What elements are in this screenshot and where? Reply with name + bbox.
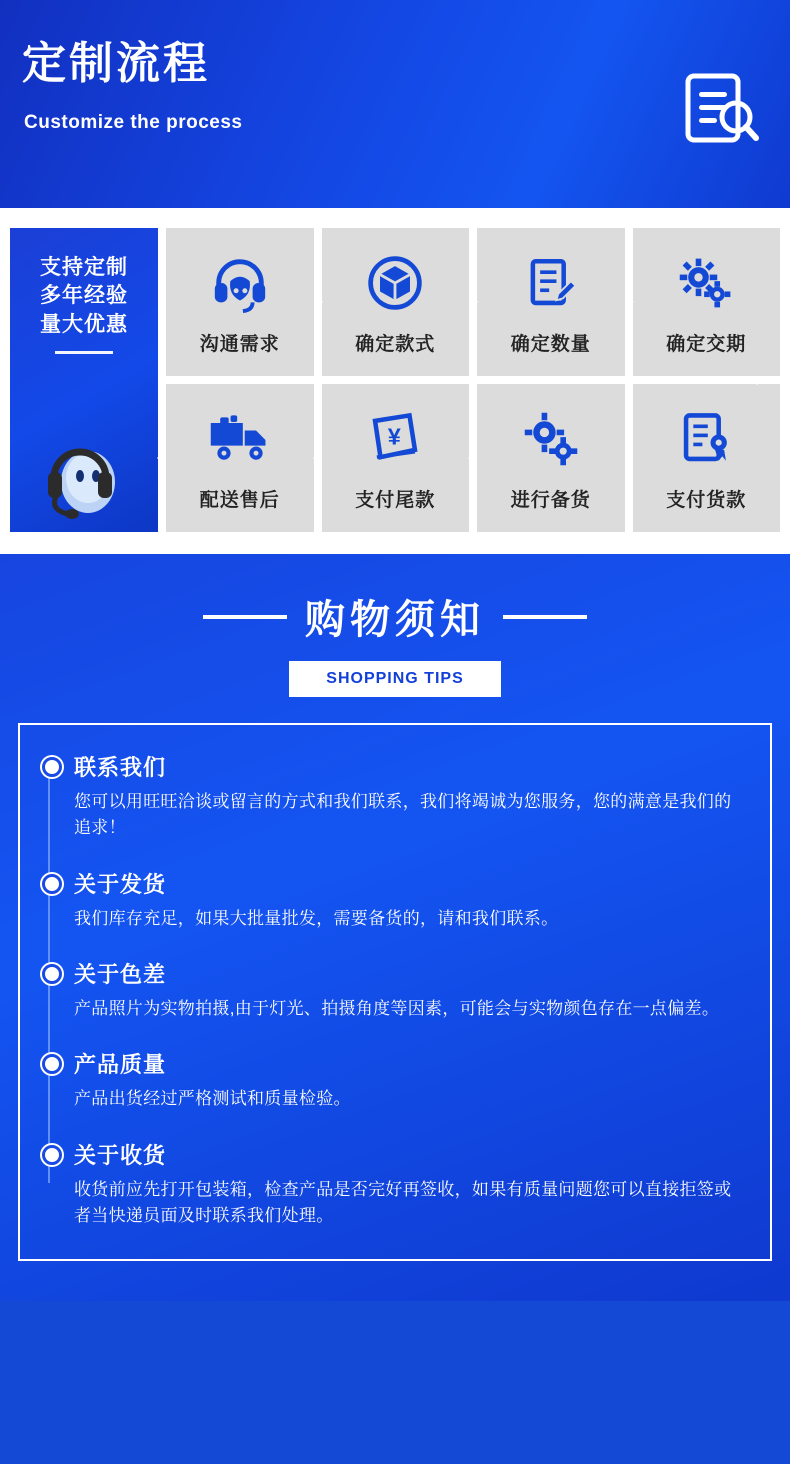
flow-step-4[interactable] [633,228,781,376]
flow-step-1[interactable] [166,228,314,376]
shopping-tips-section [0,554,790,1301]
tip-text: 我们库存充足，如果大批量批发，需要备货的，请和我们联系。 [74,908,559,928]
two-gears-icon [521,405,581,473]
flow-step-label: 确定交期 [666,333,747,355]
flow-step-label: 进行备货 [510,489,591,511]
flow-step-label: 支付尾款 [355,489,436,511]
headset-mascot-icon [36,422,132,526]
bullet-dot-icon [42,964,62,984]
delivery-truck-icon [207,405,273,473]
flow-step-label: 确定数量 [510,333,591,355]
banner-header [0,0,790,208]
flow-step-label: 沟通需求 [199,333,280,355]
flow-left-panel [10,228,158,532]
document-edit-icon [522,249,580,317]
tip-text: 您可以用旺旺洽谈或留言的方式和我们联系，我们将竭诚为您服务，您的满意是我们的追求！ [74,792,732,838]
document-search-icon [684,72,760,144]
flow-step-8[interactable] [633,384,781,532]
tip-heading: 关于发货 [74,871,167,897]
tips-list [42,751,748,1229]
tip-text: 收货前应先打开包装箱，检查产品是否完好再签收，如果有质量问题您可以直接拒签或者当快递员面及时联系我们处理。 [74,1179,732,1226]
bullet-dot-icon [42,874,62,894]
tip-heading: 关于色差 [74,962,167,988]
flow-arrow-icon [313,449,322,467]
flow-step-3[interactable] [477,228,625,376]
flow-step-5[interactable] [166,384,314,532]
list-item [42,1048,748,1112]
flow-arrow-icon [468,449,477,467]
flow-step-label: 支付货款 [666,489,747,511]
flow-left-line-3: 量大优惠 [40,312,128,336]
tip-text: 产品出货经过严格测试和质量检验。 [74,1089,351,1109]
flow-steps-grid [166,228,780,532]
bullet-dot-icon [42,757,62,777]
box-package-icon [365,249,425,317]
list-item [42,751,748,842]
tip-heading: 产品质量 [74,1052,167,1078]
tips-title: 购物须知 [305,598,485,642]
flow-arrow-icon [469,293,478,311]
flow-arrow-icon [314,293,323,311]
list-item [42,868,748,932]
tip-heading: 联系我们 [74,755,167,780]
flow-section [0,208,790,554]
headset-support-icon [209,249,271,317]
divider-left [203,615,287,619]
flow-left-line-2: 多年经验 [40,284,128,308]
tip-heading: 关于收货 [74,1142,167,1168]
gears-icon [676,249,736,317]
page-title: 定制流程 [22,39,210,88]
list-item [42,958,748,1022]
invoice-yen-icon [366,405,424,473]
flow-step-label: 确定款式 [355,333,436,355]
flow-arrow-icon [157,449,166,467]
bullet-dot-icon [42,1145,62,1165]
svg-text:¥: ¥ [388,422,402,449]
flow-arrow-icon [157,346,158,390]
tips-card [18,723,772,1261]
flow-step-7[interactable] [477,384,625,532]
divider [55,351,113,354]
flow-arrow-icon [748,376,766,385]
flow-arrow-icon [625,293,634,311]
flow-left-line-1: 支持定制 [40,256,128,279]
divider-right [503,615,587,619]
flow-left-text [10,228,158,339]
contract-sign-icon [677,405,735,473]
tip-text: 产品照片为实物拍摄,由于灯光、拍摄角度等因素，可能会与实物颜色存在一点偏差。 [74,999,720,1019]
list-item [42,1139,748,1230]
flow-step-label: 配送售后 [199,489,280,511]
page-subtitle: Customize the process [24,112,243,133]
bullet-dot-icon [42,1054,62,1074]
tips-badge: SHOPPING TIPS [289,661,501,697]
flow-step-6[interactable] [322,384,470,532]
tips-title-row [0,588,790,645]
flow-step-2[interactable] [322,228,470,376]
